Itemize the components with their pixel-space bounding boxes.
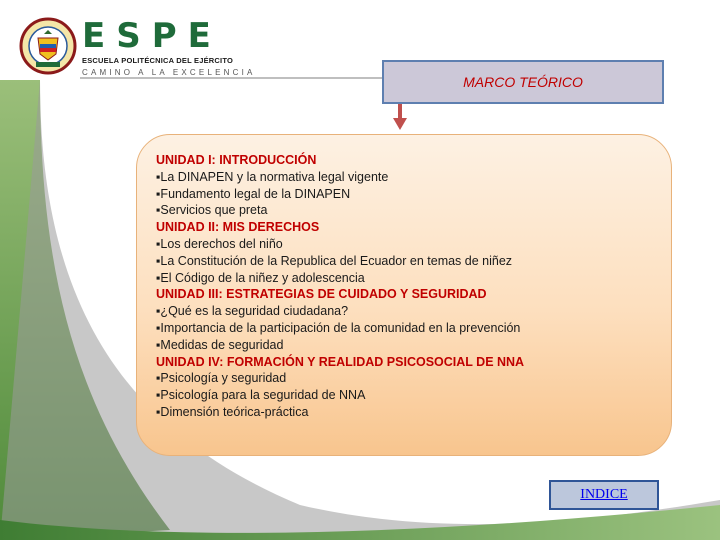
list-item: ▪Fundamento legal de la DINAPEN (156, 186, 351, 201)
indice-link[interactable]: INDICE (549, 480, 659, 510)
list-item: ▪Los derechos del niño (156, 236, 283, 251)
list-item: ▪Psicología y seguridad (156, 371, 287, 386)
list-item: ▪Dimensión teórica-práctica (156, 404, 309, 419)
list-item: ▪La Constitución de la Republica del Ecuador en temas de niñez (156, 253, 513, 268)
unit-heading: UNIDAD I: INTRODUCCIÓN (156, 153, 317, 167)
marco-teorico-box (382, 60, 664, 104)
list-item: ▪Importancia de la participación de la comunidad en la prevención (156, 320, 521, 335)
list-item: ▪El Código de la niñez y adolescencia (156, 270, 365, 285)
unit-heading: UNIDAD III: ESTRATEGIAS DE CUIDADO Y SEGURIDAD (156, 287, 487, 302)
list-item: ▪Medidas de seguridad (156, 337, 284, 352)
brand-subtitle: ESCUELA POLITÉCNICA DEL EJÉRCITO (82, 56, 234, 65)
unit-heading: UNIDAD II: MIS DERECHOS (156, 220, 320, 235)
list-item: ▪Servicios que preta (156, 203, 268, 218)
content-list (156, 152, 656, 421)
unit-heading: UNIDAD IV: FORMACIÓN Y REALIDAD PSICOSOCIAL DE NNA (156, 354, 525, 369)
brand-block (82, 18, 256, 77)
brand-motto: CAMINO A LA EXCELENCIA (82, 68, 256, 77)
down-arrow-icon (393, 104, 407, 130)
list-item: ▪Psicología para la seguridad de NNA (156, 388, 366, 403)
brand-name: ESPE (82, 16, 222, 56)
list-item: ▪La DINAPEN y la normativa legal vigente (156, 169, 389, 184)
university-crest-icon (18, 16, 78, 76)
marco-teorico-title: MARCO TEÓRICO (463, 74, 583, 90)
list-item: ▪¿Qué es la seguridad ciudadana? (156, 304, 349, 319)
